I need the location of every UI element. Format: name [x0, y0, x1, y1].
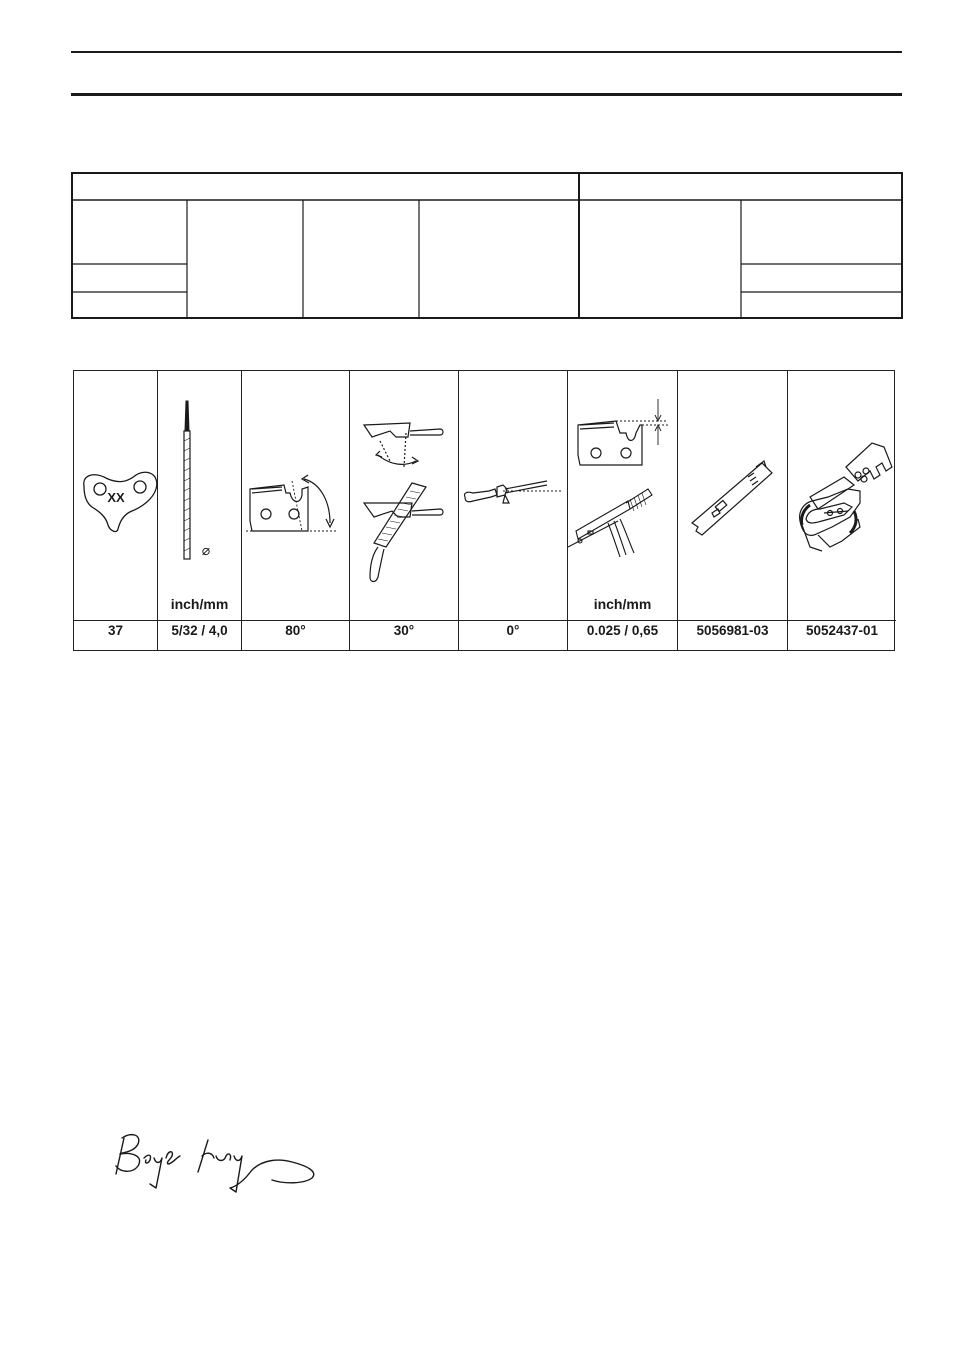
- value-top-plate-angle: 80°: [285, 623, 306, 638]
- top-plate-angle-icon: [242, 371, 350, 620]
- row-divider: [678, 620, 787, 621]
- value-file-diameter: 5/32 / 4,0: [171, 623, 228, 638]
- value-depth-gauge: 0.025 / 0,65: [586, 623, 659, 638]
- row-divider: [350, 620, 458, 621]
- column-file-holder-angle: [459, 371, 568, 650]
- specification-table-grid: [71, 172, 903, 319]
- drive-link-number-icon: [74, 371, 158, 620]
- header-rule-bottom: [71, 93, 902, 96]
- value-file-guide-tool: 5052437-01: [805, 623, 879, 638]
- row-divider: [242, 620, 349, 621]
- depth-gauge-icon: [568, 371, 678, 620]
- sharpening-table: [73, 370, 895, 651]
- depth-gauge-tool-icon: [678, 371, 788, 620]
- file-holder-angle-icon: [459, 371, 568, 620]
- column-depth-gauge-tool: [678, 371, 788, 650]
- filing-angle-icon: [350, 371, 459, 620]
- link-stamp: XX: [107, 490, 125, 505]
- signature: [112, 1128, 322, 1206]
- column-drive-link: [74, 371, 158, 650]
- value-drive-link: 37: [107, 623, 124, 638]
- value-depth-gauge-tool: 5056981-03: [696, 623, 769, 638]
- row-divider: [568, 620, 677, 621]
- row-divider: [158, 620, 241, 621]
- column-file-diameter: [158, 371, 242, 650]
- row-divider: [459, 620, 567, 621]
- diameter-stamp: ⌀: [201, 543, 211, 559]
- header-rule-top: [71, 51, 902, 53]
- specification-table: [71, 172, 903, 319]
- round-file-icon: [158, 371, 242, 620]
- column-filing-angle: [350, 371, 459, 650]
- row-divider: [788, 620, 896, 621]
- value-filing-angle: 30°: [393, 623, 415, 638]
- column-file-guide-tool: [788, 371, 896, 650]
- column-depth-gauge: [568, 371, 678, 650]
- file-guide-tool-icon: [788, 371, 896, 620]
- row-divider: [74, 620, 157, 621]
- value-file-holder-angle: 0°: [506, 623, 520, 638]
- unit-file-diameter: inch/mm: [170, 596, 229, 612]
- unit-depth-gauge: inch/mm: [593, 596, 652, 612]
- column-top-plate-angle: [242, 371, 350, 650]
